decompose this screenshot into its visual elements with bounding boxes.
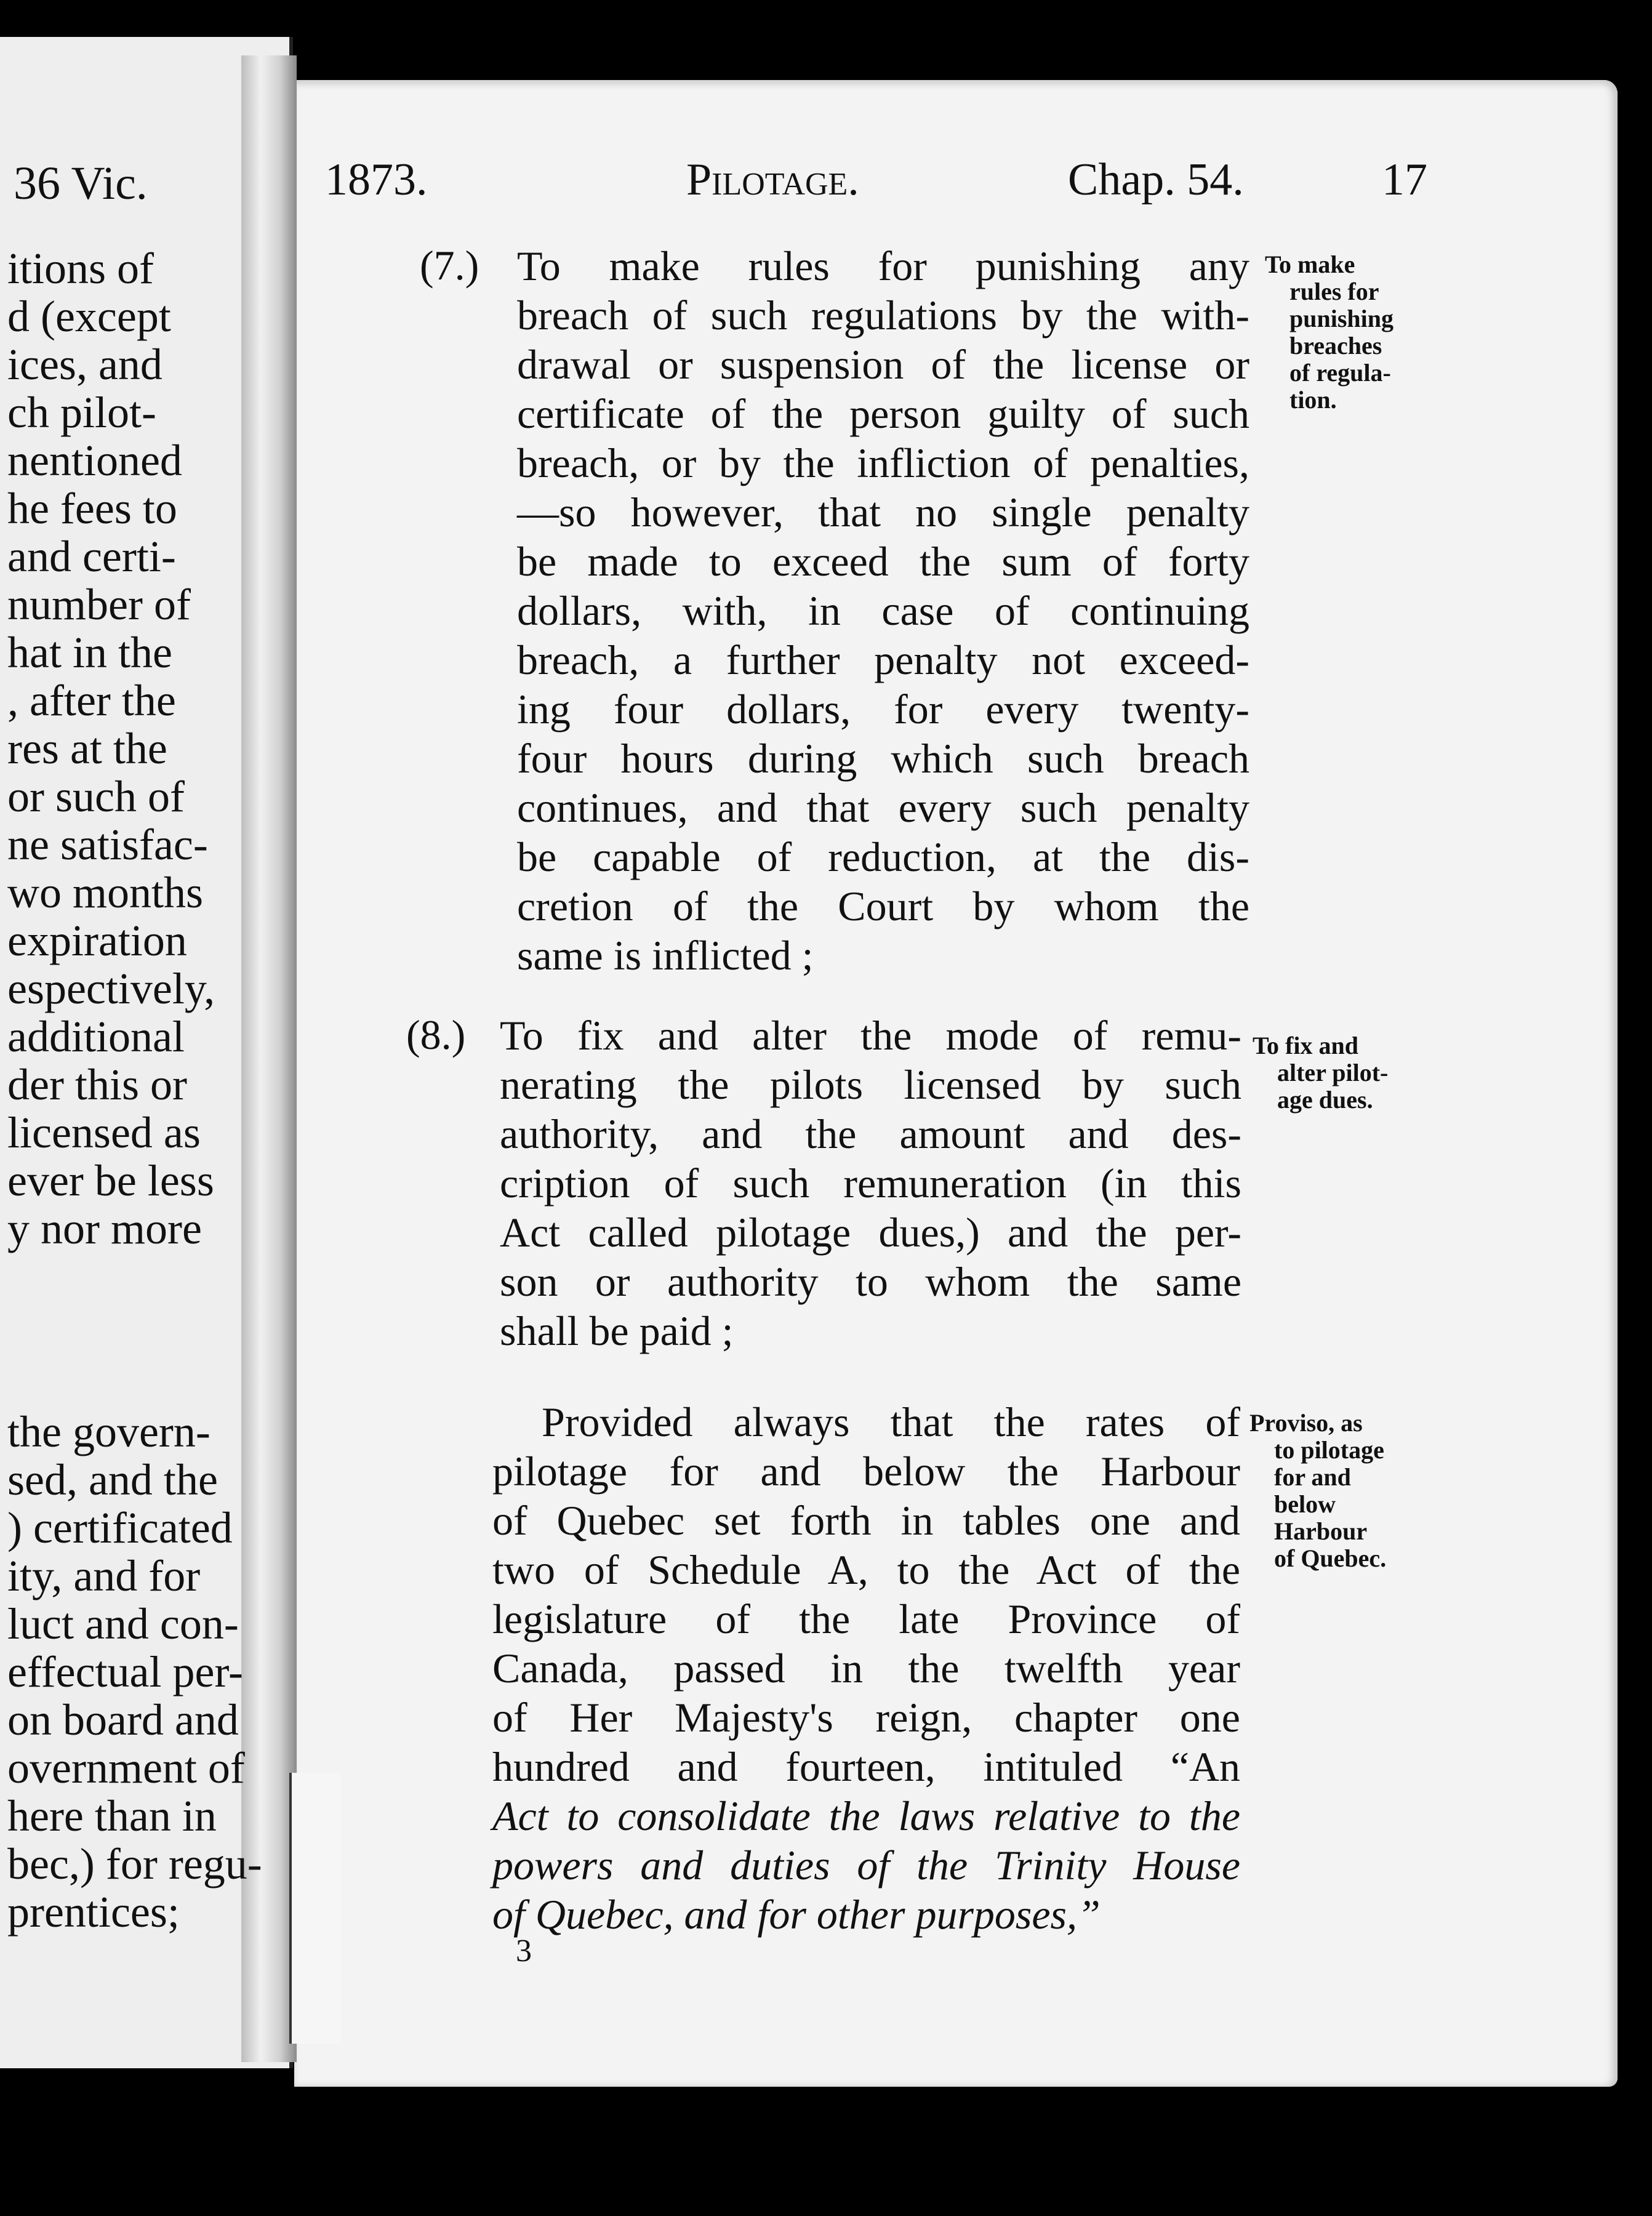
left-page-line: wo months	[7, 868, 204, 917]
left-page-line: additional	[7, 1012, 185, 1061]
proviso-line: of Her Majesty's reign, chapter one	[492, 1694, 1240, 1741]
clause-7-line: breach, a further penalty not exceed-	[517, 636, 1249, 683]
clause-8-line: Act called pilotage dues,) and the per-	[500, 1209, 1241, 1256]
margin-note-line: of regula-	[1289, 359, 1391, 387]
torn-page-edge	[289, 1773, 341, 2044]
left-page-line: ity, and for	[7, 1551, 201, 1600]
clause-7-line: breach, or by the infliction of penalties,	[517, 440, 1249, 486]
margin-note-line: To fix and	[1253, 1032, 1358, 1059]
margin-note-line: age dues.	[1277, 1086, 1373, 1114]
left-page-line: number of	[7, 580, 191, 629]
clause-8-line: shall be paid ;	[500, 1307, 734, 1354]
clause-7-line: continues, and that every such penalty	[517, 784, 1249, 831]
clause-7-line: drawal or suspension of the license or	[517, 341, 1249, 388]
clause-7-line: certificate of the person guilty of such	[517, 390, 1249, 437]
clause-7-text	[517, 241, 1249, 980]
left-page-line: der this or	[7, 1060, 187, 1109]
margin-note-line: Proviso, as	[1249, 1409, 1363, 1437]
clause-8-line: son or authority to whom the same	[500, 1258, 1241, 1305]
clause-8-margin-note	[1253, 1032, 1388, 1114]
proviso-margin-note	[1249, 1410, 1386, 1572]
clause-7-line: be capable of reduction, at the dis-	[517, 833, 1249, 880]
proviso-italic-line: powers and duties of the Trinity House	[492, 1842, 1240, 1889]
left-page-line: d (except	[7, 292, 171, 341]
header-chapter: Chap. 54.	[1068, 155, 1244, 205]
left-page-line: nentioned	[7, 436, 182, 485]
clause-7-line: four hours during which such breach	[517, 735, 1249, 782]
clause-7-line: same is inflicted ;	[517, 932, 814, 979]
left-page-line: licensed as	[7, 1108, 201, 1157]
clause-8-line: authority, and the amount and des-	[500, 1110, 1241, 1157]
left-page-line: ch pilot-	[7, 388, 156, 437]
left-page-line: prentices;	[7, 1887, 180, 1937]
left-page-line: itions of	[7, 244, 154, 293]
left-page-line: , after the	[7, 676, 176, 725]
clause-7-number: (7.)	[420, 242, 479, 289]
page-number: 17	[1382, 155, 1427, 205]
proviso-italic-line: Act to consolidate the laws relative to the	[492, 1792, 1240, 1839]
left-page-line: y nor more	[7, 1204, 202, 1253]
left-page-line: the govern-	[7, 1407, 211, 1456]
clause-7-line: To make rules for punishing any	[517, 243, 1249, 289]
left-page-line: ices, and	[7, 340, 162, 389]
clause-7-line: ing four dollars, for every twenty-	[517, 686, 1249, 733]
margin-note-line: Harbour	[1274, 1517, 1368, 1545]
left-page-line: sed, and the	[7, 1455, 218, 1504]
clause-7-line: cretion of the Court by whom the	[517, 883, 1249, 929]
margin-note-line: To make	[1265, 251, 1355, 278]
clause-7-line: breach of such regulations by the with-	[517, 292, 1249, 339]
proviso-italic-line: of Quebec, and for other purposes,”	[492, 1891, 1101, 1938]
margin-note-line: alter pilot-	[1277, 1059, 1389, 1086]
book-binding-gutter	[241, 55, 297, 2062]
margin-note-line: breaches	[1289, 332, 1382, 359]
left-page-line: ) certificated	[7, 1503, 233, 1552]
clause-7-margin-note	[1265, 251, 1393, 414]
margin-note-line: below	[1274, 1490, 1336, 1518]
clause-8-line: nerating the pilots licensed by such	[500, 1061, 1241, 1108]
proviso-line: Canada, passed in the twelfth year	[492, 1645, 1240, 1692]
left-page-line: espectively,	[7, 964, 215, 1013]
clause-8-line: To fix and alter the mode of remu-	[500, 1012, 1241, 1059]
clause-7-line: —so however, that no single penalty	[517, 489, 1249, 536]
left-page-line: here than in	[7, 1791, 217, 1841]
left-page-line: and certi-	[7, 532, 176, 581]
left-page-line: he fees to	[7, 484, 177, 533]
left-page-line: bec,) for regu-	[7, 1839, 262, 1889]
clause-7-line: be made to exceed the sum of forty	[517, 538, 1249, 585]
margin-note-line: rules for	[1289, 278, 1379, 305]
margin-note-line: tion.	[1289, 386, 1337, 414]
proviso-line: two of Schedule A, to the Act of the	[492, 1546, 1240, 1593]
clause-8-number: (8.)	[406, 1011, 466, 1058]
signature-mark: 3	[516, 1933, 532, 1969]
margin-note-line: to pilotage	[1274, 1436, 1384, 1464]
proviso-text	[492, 1397, 1240, 1939]
left-page-line: or such of	[7, 772, 185, 821]
left-page-line: hat in the	[7, 628, 172, 677]
proviso-line: legislature of the late Province of	[492, 1596, 1240, 1642]
left-page-line: ne satisfac-	[7, 820, 208, 869]
proviso-line: hundred and fourteen, intituled “An	[492, 1743, 1240, 1790]
clause-8-text	[500, 1011, 1241, 1355]
proviso-line: of Quebec set forth in tables one and	[492, 1497, 1240, 1544]
proviso-line: Provided always that the rates of	[542, 1399, 1240, 1445]
margin-note-line: of Quebec.	[1274, 1544, 1387, 1572]
header-title: Pilotage.	[686, 155, 859, 205]
left-page-line: luct and con-	[7, 1599, 239, 1648]
left-page-line: expiration	[7, 916, 187, 965]
left-page-line: overnment of	[7, 1743, 245, 1792]
clause-8-line: cription of such remuneration (in this	[500, 1160, 1241, 1206]
clause-7-line: dollars, with, in case of continuing	[517, 587, 1249, 634]
header-year: 1873.	[325, 155, 428, 205]
margin-note-line: for and	[1274, 1463, 1351, 1491]
left-page-line: on board and	[7, 1695, 239, 1744]
proviso-line: pilotage for and below the Harbour	[492, 1448, 1240, 1495]
left-page-line: ever be less	[7, 1156, 214, 1205]
left-page-line: res at the	[7, 724, 167, 773]
left-page-line: effectual per-	[7, 1647, 243, 1696]
left-running-header: 36 Vic.	[14, 158, 148, 209]
margin-note-line: punishing	[1289, 305, 1394, 332]
